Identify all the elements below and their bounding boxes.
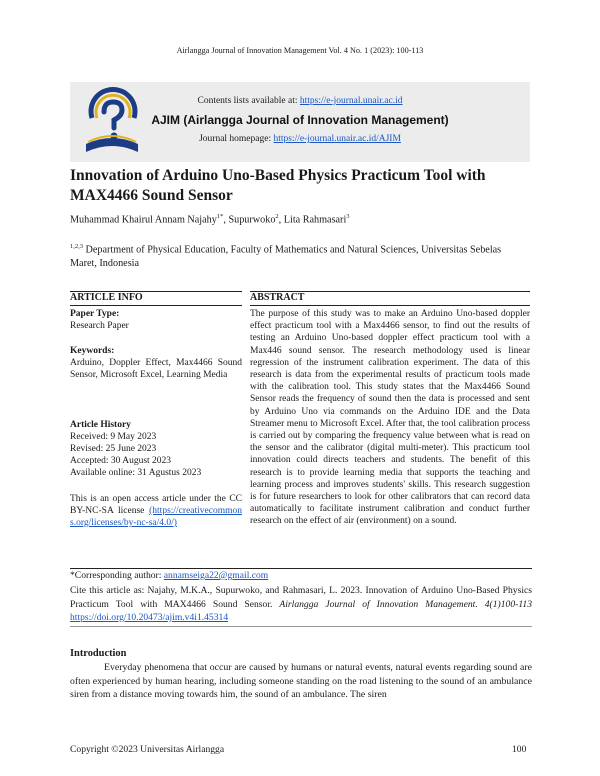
abstract-end-rule [70,568,532,569]
page-number: 100 [512,744,527,755]
affiliation [70,240,530,271]
citation-doi[interactable]: https://doi.org/10.20473/ajim.v4i1.45314 [70,612,229,623]
author-sup: 2 [275,213,279,220]
abstract-heading: ABSTRACT [250,292,305,303]
license-link[interactable]: (https://creativecommons.org/licenses/by-nc-sa/4.0/) [70,506,242,528]
affiliation-text: Department of Physical Education, Faculty of Mathematics and Natural Sciences, Universitas Sebelas Maret, Indonesia [70,244,502,270]
homepage-link[interactable]: https://e-journal.unair.ac.id/AJIM [273,134,401,144]
introduction-heading: Introduction [70,648,127,659]
homepage-prefix: Journal homepage: [199,134,274,144]
paper-type: Research Paper [70,321,129,331]
article-info-heading: ARTICLE INFO [70,292,143,303]
homepage-line [70,134,530,144]
revised-date: Revised: 25 June 2023 [70,444,157,454]
keywords: Arduino, Doppler Effect, Max4466 Sound Sensor, Microsoft Excel, Learning Media [70,358,242,380]
history-block [70,419,242,479]
introduction-body: Everyday phenomena that occur are caused by humans or natural events, natural events regarding sound are often experienced by human hearing, including someone standing on the road listening to the sound of an ambulance siren from a distance moving towards him, the sound of an ambulance. The siren [70,662,532,701]
history-label: Article History [70,420,131,430]
author-name: Muhammad Khairul Annam Najahy [70,214,217,226]
keywords-block [70,345,242,381]
corresponding-label: *Corresponding author: [70,570,164,581]
received-date: Received: 9 May 2023 [70,432,157,442]
info-bottom-rule [70,305,242,306]
author-name: Lita Rahmasari [283,214,347,226]
author-name: Supurwoko [228,214,276,226]
contents-line [70,96,530,106]
citation [70,584,532,625]
available-date: Available online: 31 Agustus 2023 [70,468,202,478]
author-list: Muhammad Khairul Annam Najahy$^{1*}$, Supurwoko$^2$, Lita Rahmasari$^3$ [70,213,350,226]
paper-title: Innovation of Arduino Uno-Based Physics Practicum Tool with MAX4466 Sound Sensor [70,167,486,204]
paper-type-label: Paper Type: [70,309,120,319]
introduction-text [70,661,532,702]
footer-copyright: Copyright ©2023 Universitas Airlangga [70,744,225,755]
contents-link[interactable]: https://e-journal.unair.ac.id [299,96,403,106]
citation-journal: Airlangga Journal of Innovation Management. 4(1)100-113 [279,598,532,610]
accepted-date: Accepted: 30 August 2023 [70,456,172,466]
journal-masthead [70,82,530,162]
corresponding-author [70,570,532,583]
abstract-text: The purpose of this study was to make an Arduino Uno-based doppler effect practicum tool with a Max4466 sensor, to find out the results of testing an Arduino Uno-based doppler effect practicum tool with a Max446 sound sensor. The research methodology used is linear regression of the instrument calibration experiment. The data of this research is data from the experimental results of practicum tools made with the calibration tool. This study states that the Max4466 Sound Sensor reads the frequency of sound then the data is processed and sent by Arduino Uno via commands on the Arduino IDE and the Data Streamer menu to Microsoft Excel. After that, the tool calibration process is carried out by comparing the frequency value between what is read on the sensor and the calibrator (digital multi-meter). This practicum tool innovation could directs teachers and students. The benefit of this research is to provide learning media that supports the teaching and learning process and improves students' skills. This research suggestion is for future researchers to look for other calibrators that can record data automatically to facilitate instrument calibration and conduct further research on the effect of air (environment) on a sound. [250,309,530,527]
citation-rule [70,626,532,627]
keywords-label: Keywords: [70,346,115,356]
citation-prefix: Cite this article as: Najahy, M.K.A., Supurwoko, and Rahmasari, L. 2023. Innovation of Arduino Uno-Based Physics Practicum Tool with MAX4466 Sound Sensor. [70,585,532,610]
corresponding-email[interactable]: annamseiga22@gmail.com [163,570,269,581]
license-text: This is an open access article under the CC BY-NC-SA license [70,494,242,516]
author-sup: 3 [346,213,350,220]
paper-type-block [70,308,242,332]
abstract-bottom-rule [250,305,530,306]
license-block [70,493,242,529]
affiliation-sup: 1,2,3 [70,243,83,250]
journal-name: AJIM (Airlangga Journal of Innovation Management) [151,113,449,127]
running-head: Airlangga Journal of Innovation Management Vol. 4 No. 1 (2023): 100-113 [176,46,424,55]
author-sup: 1* [216,213,224,220]
contents-prefix: Contents lists available at: [197,96,300,106]
